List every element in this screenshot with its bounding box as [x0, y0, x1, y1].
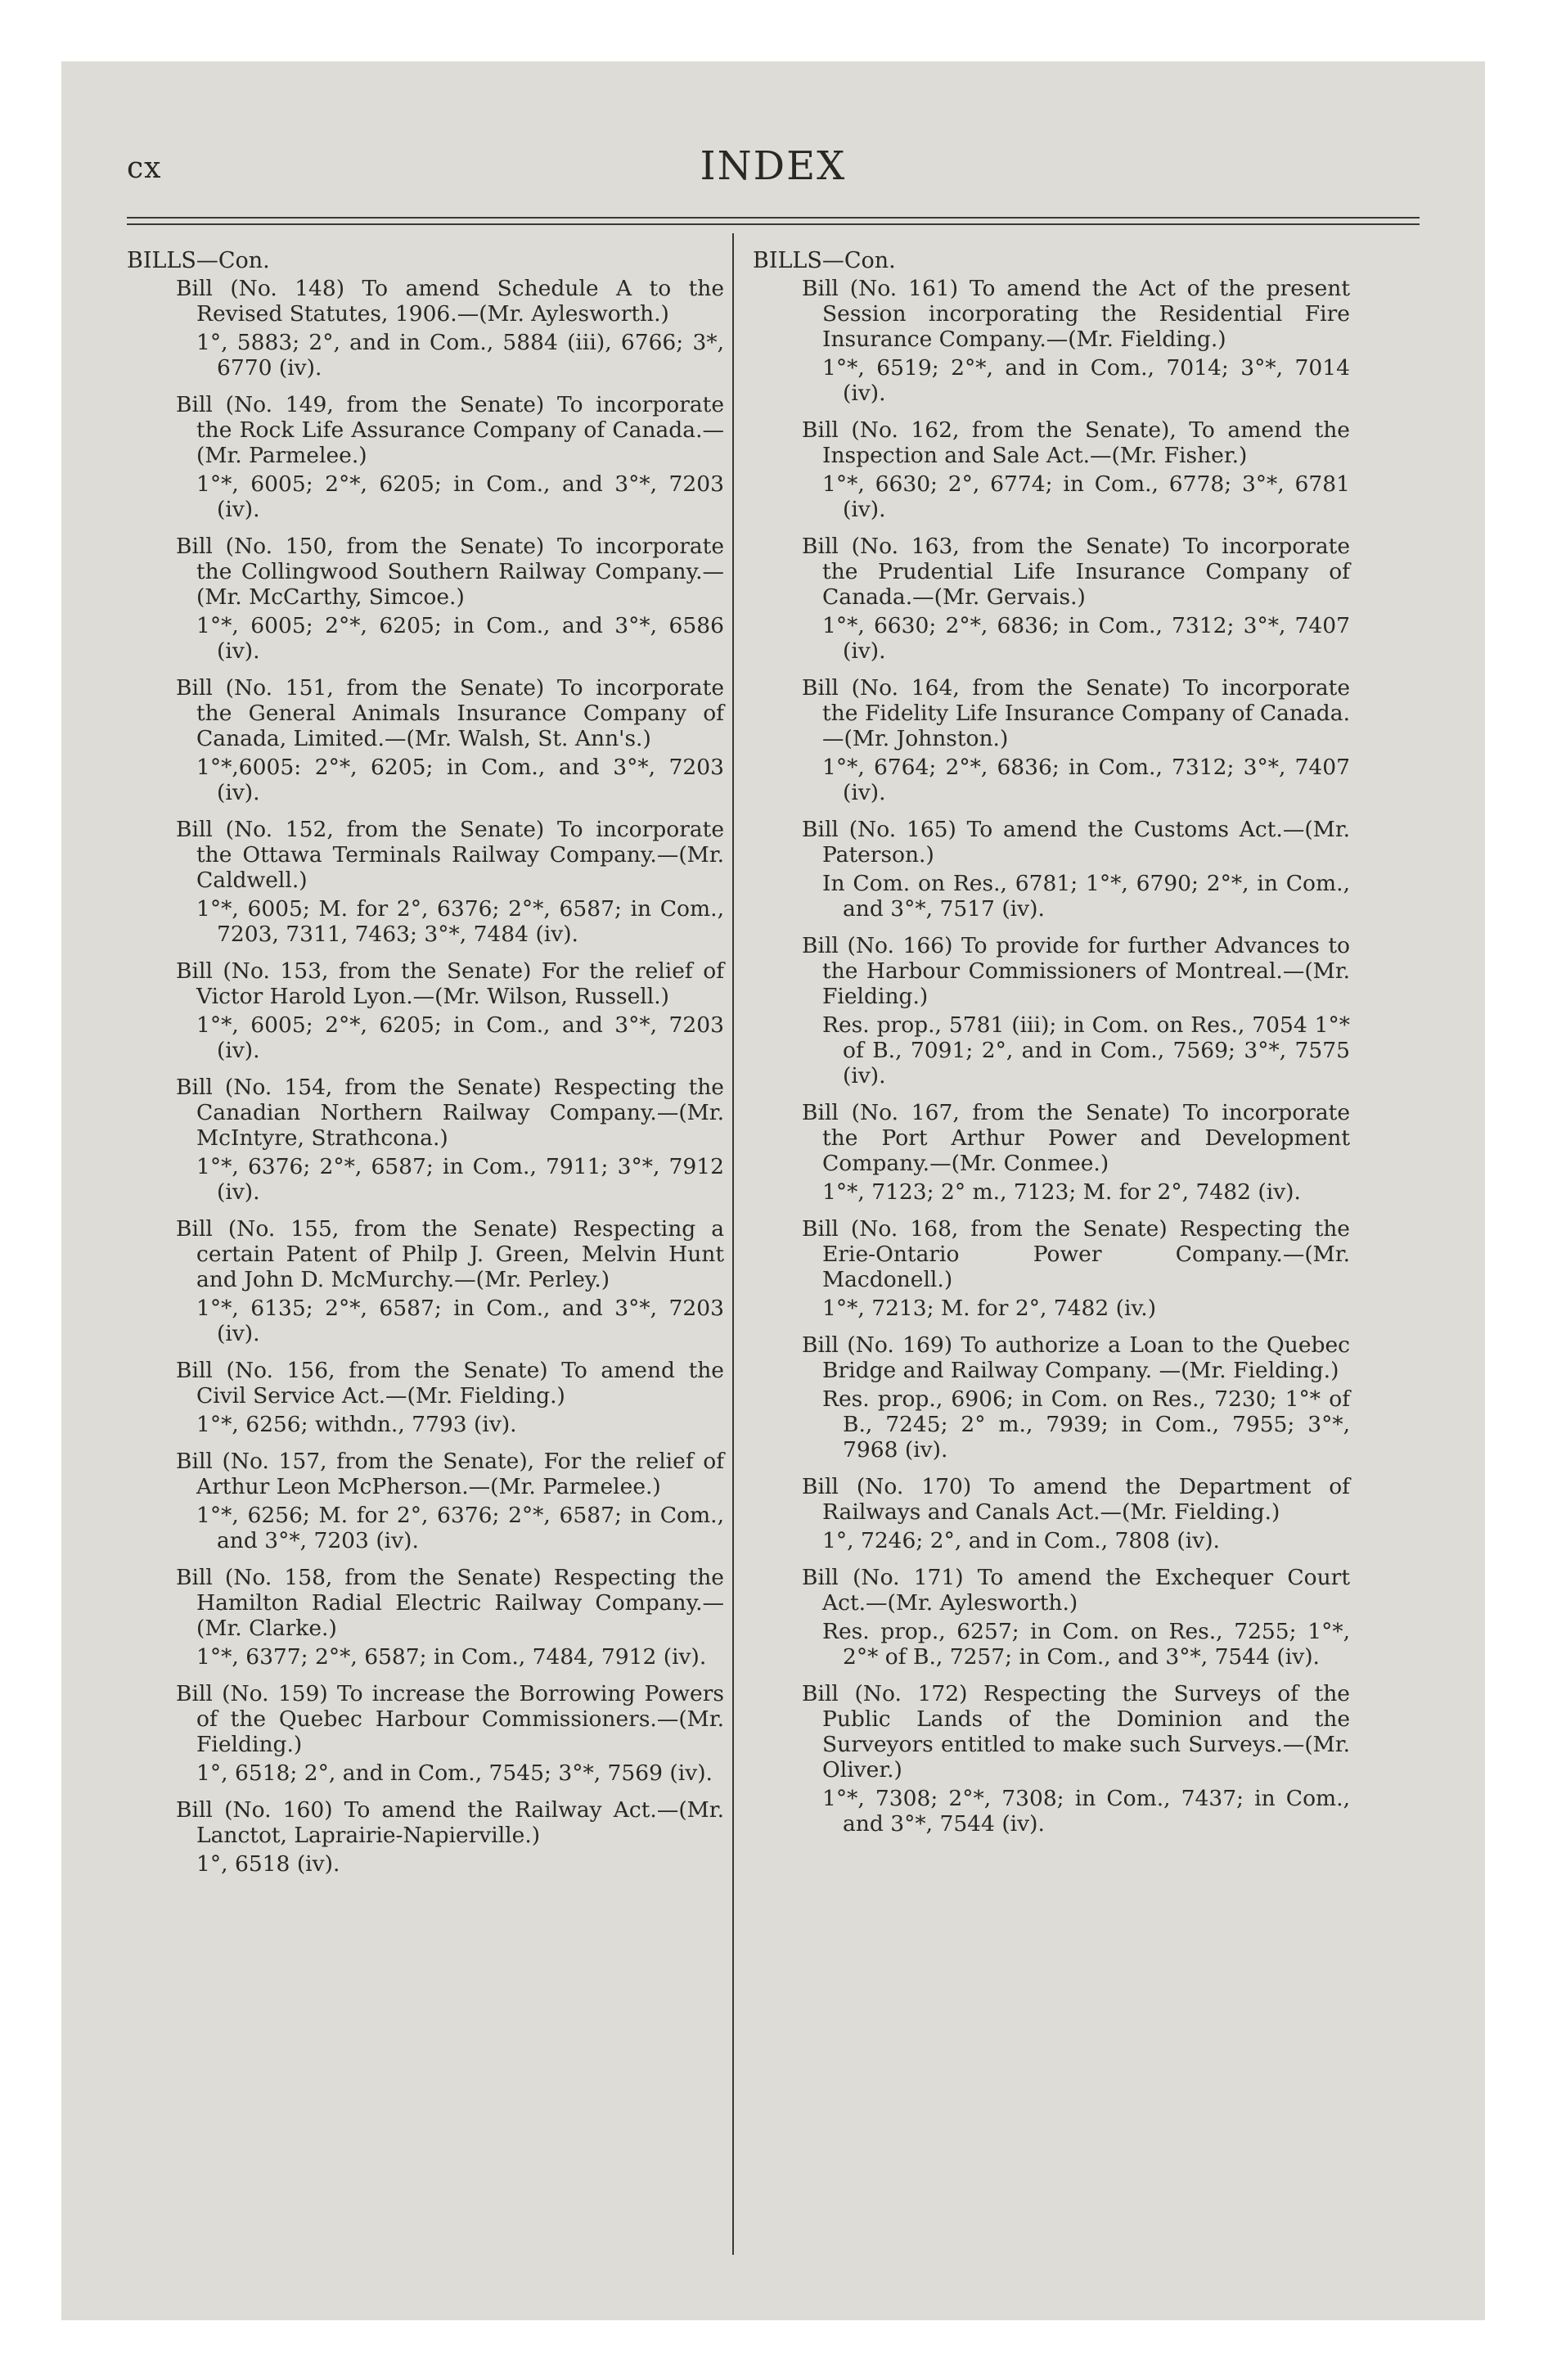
- index-entry: [127, 392, 724, 522]
- page-folio: cx: [127, 151, 162, 185]
- page-references: 1°*, 6135; 2°*, 6587; in Com., and 3°*, 7203 (iv).: [196, 1296, 724, 1346]
- index-page: [61, 61, 1485, 2320]
- page-references: Res. prop., 5781 (iii); in Com. on Res., 7054 1°* of B., 7091; 2°, and in Com., 7569; 3°*, 7575 (iv).: [822, 1012, 1350, 1089]
- index-entry: [127, 1565, 724, 1670]
- page-references: 1°*, 6005; 2°*, 6205; in Com., and 3°*, 7203 (iv).: [196, 471, 724, 522]
- bill-title: Bill (No. 152, from the Senate) To incorporate the Ottawa Terminals Railway Company.—(Mr. Caldwell.): [176, 817, 724, 893]
- section-heading: BILLS—Con.: [753, 248, 896, 273]
- index-entry: [753, 933, 1350, 1089]
- index-entry: [127, 1358, 724, 1437]
- page-references: Res. prop., 6906; in Com. on Res., 7230; 1°* of B., 7245; 2° m., 7939; in Com., 7955; 3°*, 7968 (iv).: [822, 1386, 1350, 1463]
- index-entry: [753, 1474, 1350, 1553]
- bill-title: Bill (No. 171) To amend the Exchequer Court Act.—(Mr. Aylesworth.): [802, 1565, 1350, 1616]
- page-references: 1°*, 6256; withdn., 7793 (iv).: [196, 1412, 517, 1437]
- bill-title: Bill (No. 172) Respecting the Surveys of the Public Lands of the Dominion and the Surveyors entitled to make such Surveys.—(Mr. Oliver.): [802, 1681, 1350, 1783]
- header-rule-double: [127, 223, 1420, 225]
- index-entry: [753, 1332, 1350, 1463]
- bill-title: Bill (No. 162, from the Senate), To amend the Inspection and Sale Act.—(Mr. Fisher.): [802, 417, 1350, 468]
- bill-title: Bill (No. 151, from the Senate) To incorporate the General Animals Insurance Company of Canada, Limited.—(Mr. Walsh, St. Ann's.): [176, 675, 724, 751]
- bill-title: Bill (No. 163, from the Senate) To incorporate the Prudential Life Insurance Company of Canada.—(Mr. Gervais.): [802, 534, 1350, 610]
- index-entry: [753, 534, 1350, 664]
- bill-title: Bill (No. 158, from the Senate) Respecting the Hamilton Radial Electric Railway Company.—(Mr. Clarke.): [176, 1565, 724, 1641]
- index-entry: [127, 534, 724, 664]
- page-references: 1°*, 6630; 2°*, 6836; in Com., 7312; 3°*, 7407 (iv).: [822, 613, 1350, 664]
- index-entry: [127, 1681, 724, 1786]
- index-entry: [753, 417, 1350, 522]
- index-entry: [127, 1075, 724, 1205]
- index-entry: [753, 1100, 1350, 1205]
- bill-title: Bill (No. 153, from the Senate) For the relief of Victor Harold Lyon.—(Mr. Wilson, Russell.): [176, 958, 724, 1009]
- page-references: 1°*, 6005; M. for 2°, 6376; 2°*, 6587; in Com., 7203, 7311, 7463; 3°*, 7484 (iv).: [196, 896, 724, 947]
- page-references: 1°, 7246; 2°, and in Com., 7808 (iv).: [822, 1528, 1220, 1553]
- page-references: In Com. on Res., 6781; 1°*, 6790; 2°*, in Com., and 3°*, 7517 (iv).: [822, 871, 1350, 922]
- page-references: 1°, 5883; 2°, and in Com., 5884 (iii), 6766; 3*, 6770 (iv).: [196, 330, 724, 381]
- index-entry: [753, 675, 1350, 805]
- right-column: [753, 248, 1350, 1848]
- index-entry: [753, 276, 1350, 406]
- bill-title: Bill (No. 155, from the Senate) Respecting a certain Patent of Philp J. Green, Melvin Hunt and John D. McMurchy.—(Mr. Perley.): [176, 1216, 724, 1292]
- bill-title: Bill (No. 150, from the Senate) To incorporate the Collingwood Southern Railway Company.—(Mr. McCarthy, Simcoe.): [176, 534, 724, 610]
- index-entry: [127, 1216, 724, 1346]
- bill-title: Bill (No. 169) To authorize a Loan to the Quebec Bridge and Railway Company. —(Mr. Fielding.): [802, 1332, 1350, 1383]
- bill-title: Bill (No. 167, from the Senate) To incorporate the Port Arthur Power and Development Company.—(Mr. Conmee.): [802, 1100, 1350, 1176]
- bill-title: Bill (No. 156, from the Senate) To amend the Civil Service Act.—(Mr. Fielding.): [176, 1358, 724, 1409]
- page-references: 1°, 6518 (iv).: [196, 1851, 340, 1877]
- index-entry: [127, 1797, 724, 1877]
- index-entry: [127, 958, 724, 1063]
- page-references: 1°*, 7213; M. for 2°, 7482 (iv.): [822, 1296, 1157, 1321]
- page-references: 1°*, 6519; 2°*, and in Com., 7014; 3°*, 7014 (iv).: [822, 355, 1350, 406]
- bill-title: Bill (No. 159) To increase the Borrowing Powers of the Quebec Harbour Commissioners.—(Mr. Fielding.): [176, 1681, 724, 1757]
- bill-title: Bill (No. 161) To amend the Act of the present Session incorporating the Residential Fire Insurance Company.—(Mr. Fielding.): [802, 276, 1350, 352]
- page-references: 1°*, 6005; 2°*, 6205; in Com., and 3°*, 7203 (iv).: [196, 1012, 724, 1063]
- bill-title: Bill (No. 164, from the Senate) To incorporate the Fidelity Life Insurance Company of Canada.—(Mr. Johnston.): [802, 675, 1350, 751]
- bill-title: Bill (No. 168, from the Senate) Respecting the Erie-Ontario Power Company.—(Mr. Macdonell.): [802, 1216, 1350, 1292]
- page-references: 1°*, 6630; 2°, 6774; in Com., 6778; 3°*, 6781 (iv).: [822, 471, 1350, 522]
- index-entry: [127, 276, 724, 381]
- index-entry: [753, 1216, 1350, 1321]
- page-references: 1°*,6005: 2°*, 6205; in Com., and 3°*, 7203 (iv).: [196, 755, 724, 805]
- page-references: 1°*, 6764; 2°*, 6836; in Com., 7312; 3°*, 7407 (iv).: [822, 755, 1350, 805]
- bill-title: Bill (No. 154, from the Senate) Respecting the Canadian Northern Railway Company.—(Mr. McIntyre, Strathcona.): [176, 1075, 724, 1151]
- section-heading: BILLS—Con.: [127, 248, 270, 273]
- header-rule: [127, 217, 1420, 219]
- left-column: [127, 248, 724, 1888]
- page-references: 1°*, 6005; 2°*, 6205; in Com., and 3°*, 6586 (iv).: [196, 613, 724, 664]
- page-references: 1°*, 6377; 2°*, 6587; in Com., 7484, 7912 (iv).: [196, 1644, 707, 1670]
- page-references: 1°*, 6256; M. for 2°, 6376; 2°*, 6587; in Com., and 3°*, 7203 (iv).: [196, 1503, 724, 1553]
- page-references: 1°*, 7308; 2°*, 7308; in Com., 7437; in Com., and 3°*, 7544 (iv).: [822, 1786, 1350, 1837]
- bill-title: Bill (No. 149, from the Senate) To incorporate the Rock Life Assurance Company of Canada.—(Mr. Parmelee.): [176, 392, 724, 468]
- column-divider: [732, 233, 734, 2255]
- bill-title: Bill (No. 165) To amend the Customs Act.—(Mr. Paterson.): [802, 817, 1350, 868]
- page-references: 1°*, 6376; 2°*, 6587; in Com., 7911; 3°*, 7912 (iv).: [196, 1154, 724, 1205]
- index-entry: [127, 675, 724, 805]
- index-entry: [127, 817, 724, 947]
- page-references: 1°*, 7123; 2° m., 7123; M. for 2°, 7482 (iv).: [822, 1179, 1301, 1205]
- index-entry: [753, 817, 1350, 922]
- index-entry: [753, 1681, 1350, 1837]
- index-entry: [127, 1449, 724, 1553]
- bill-title: Bill (No. 166) To provide for further Advances to the Harbour Commissioners of Montreal.—(Mr. Fielding.): [802, 933, 1350, 1009]
- index-entry: [753, 1565, 1350, 1670]
- page-references: Res. prop., 6257; in Com. on Res., 7255; 1°*, 2°* of B., 7257; in Com., and 3°*, 7544 (iv).: [822, 1619, 1350, 1670]
- page-title: INDEX: [700, 143, 847, 189]
- bill-title: Bill (No. 160) To amend the Railway Act.—(Mr. Lanctot, Laprairie-Napierville.): [176, 1797, 724, 1848]
- bill-title: Bill (No. 157, from the Senate), For the relief of Arthur Leon McPherson.—(Mr. Parmelee.): [176, 1449, 724, 1499]
- bill-title: Bill (No. 148) To amend Schedule A to the Revised Statutes, 1906.—(Mr. Aylesworth.): [176, 276, 724, 327]
- page-references: 1°, 6518; 2°, and in Com., 7545; 3°*, 7569 (iv).: [196, 1760, 713, 1786]
- bill-title: Bill (No. 170) To amend the Department of Railways and Canals Act.—(Mr. Fielding.): [802, 1474, 1350, 1525]
